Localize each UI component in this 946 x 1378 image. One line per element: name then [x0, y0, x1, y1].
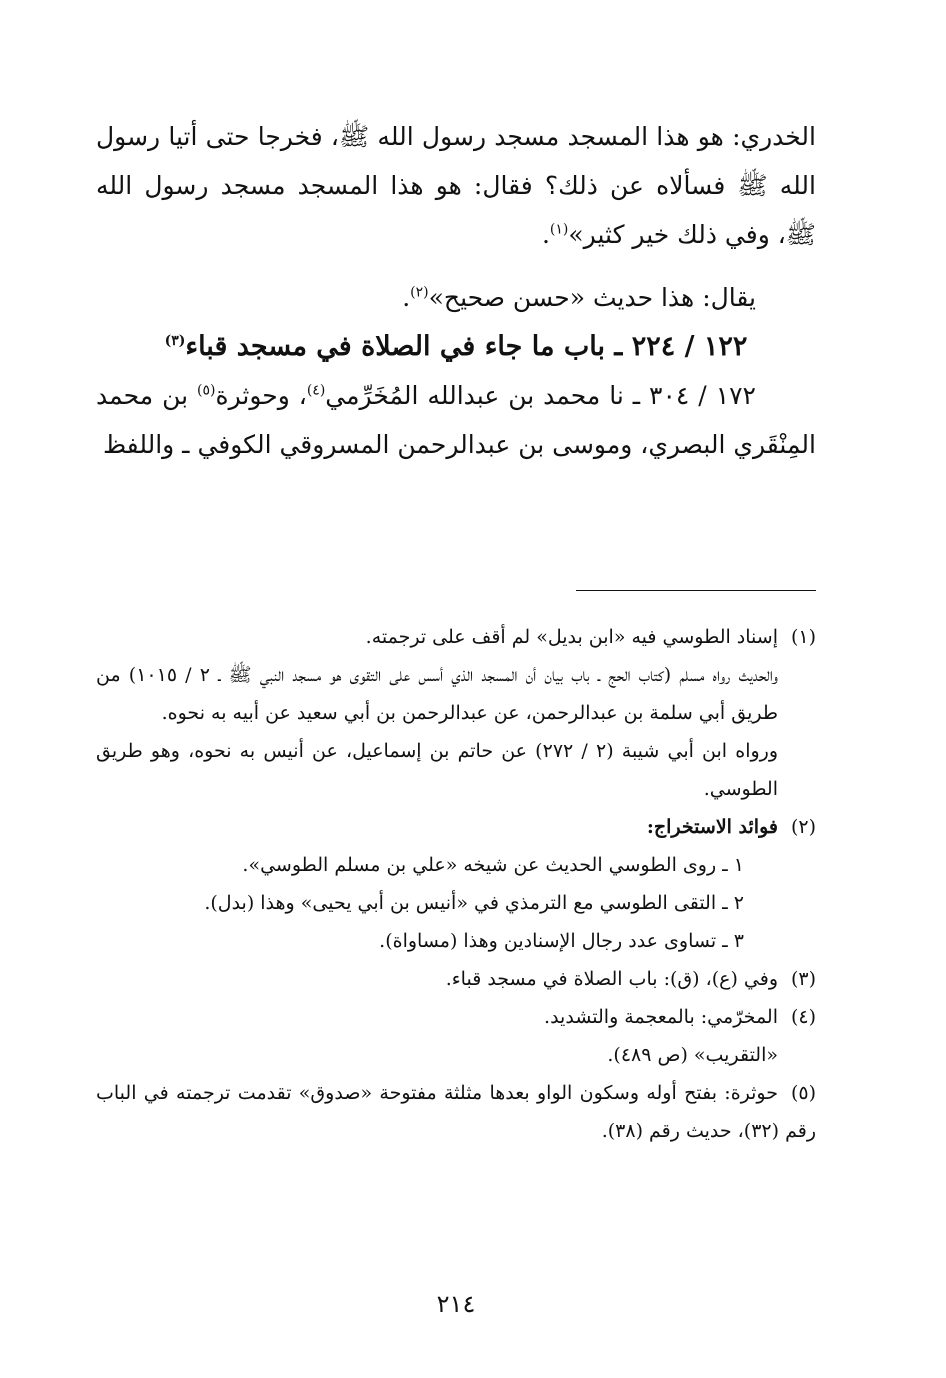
footnote-1-paragraph: والحديث رواه مسلم (كتاب الحج ـ باب بيان أن المسجد الذي أسس على التقوى هو مسجد النبي ﷺ ـ ٢ / ١٠١٥) من طريق أبي سلمة بن عبدالرحمن، عن عبدالرحمن بن أبي سعيد عن أبيه به نحوه. [96, 664, 779, 724]
footnote-separator [576, 590, 816, 591]
footnote-number: (١) [790, 626, 816, 648]
hadith-paragraph: ١٧٢ / ٣٠٤ ـ نا محمد بن عبدالله المُخَرِّمي$^{(٤)}$، وحوثرة$^{(٥)}$ بن محمد المِنْقَري البصري، وموسى بن عبدالرحمن المسروقي الكوفي ـ واللفظ [96, 381, 816, 459]
footnote-1: (١)إسناد الطوسي فيه «ابن بديل» لم أقف على ترجمته. [96, 618, 816, 656]
grading-line: يقال: هذا حديث «حسن صحيح»$^{(٢)}$. [402, 283, 756, 312]
paragraph-continuation: الخدري: هو هذا المسجد مسجد رسول الله ﷺ، فخرجا حتى أتيا رسول الله ﷺ فسألاه عن ذلك؟ فقال: هو هذا المسجد مسجد رسول الله ﷺ، وفي ذلك خير كثير»$^{(١)}$. [96, 122, 816, 249]
footnote-4-reference: «التقريب» (ص ٤٨٩). [607, 1044, 778, 1066]
footnote-2-item: ٣ ـ تساوى عدد رجال الإسنادين وهذا (مساواة). [379, 930, 744, 952]
footnote-number: (٣) [790, 968, 816, 990]
footnote-2-item: ٢ ـ التقى الطوسي مع الترمذي في «أنيس بن أبي يحيى» وهذا (بدل). [204, 892, 744, 914]
footnote-number: (٢) [790, 816, 816, 838]
footnote-4: (٤)المخرّمي: بالمعجمة والتشديد. [96, 998, 816, 1036]
footnote-1-paragraph: ورواه ابن أبي شيبة (٢ / ٢٧٢) عن حاتم بن إسماعيل، عن أنيس به نحوه، وهو طريق الطوسي. [96, 740, 779, 800]
footnote-ref-3[interactable]: (٣) [164, 333, 186, 349]
footnote-ref-4[interactable]: (٤) [306, 382, 326, 399]
book-page [96, 0, 816, 1378]
footnote-3: (٣)وفي (ع)، (ق): باب الصلاة في مسجد قباء. [96, 960, 816, 998]
main-text [96, 112, 816, 469]
page-number: ٢١٤ [436, 1290, 476, 1318]
footnote-number: (٤) [790, 1006, 816, 1028]
paragraph-text: الخدري: هو هذا المسجد مسجد رسول الله ﷺ، فخرجا حتى أتيا رسول الله ﷺ فسألاه عن ذلك؟ فقال: هو هذا المسجد مسجد رسول الله ﷺ، وفي ذلك خير كثير» [96, 122, 816, 249]
footnote-5: (٥)حوثرة: بفتح أوله وسكون الواو بعدها مثلثة مفتوحة «صدوق» تقدمت ترجمته في الباب رقم (٣٢)، حديث رقم (٣٨). [96, 1074, 816, 1150]
footnotes [96, 618, 816, 1150]
chapter-heading: ١٢٢ / ٢٢٤ ـ باب ما جاء في الصلاة في مسجد قباء$^{(٣)}$ [164, 331, 748, 362]
footnote-2: (٢)فوائد الاستخراج: [96, 808, 816, 846]
footnote-ref-2[interactable]: (٢) [410, 284, 429, 301]
footnote-2-item: ١ ـ روى الطوسي الحديث عن شيخه «علي بن مسلم الطوسي». [242, 854, 744, 876]
footnote-ref-1[interactable]: (١) [549, 221, 569, 238]
footnote-ref-5[interactable]: (٥) [197, 382, 216, 399]
footnote-number: (٥) [790, 1082, 816, 1104]
